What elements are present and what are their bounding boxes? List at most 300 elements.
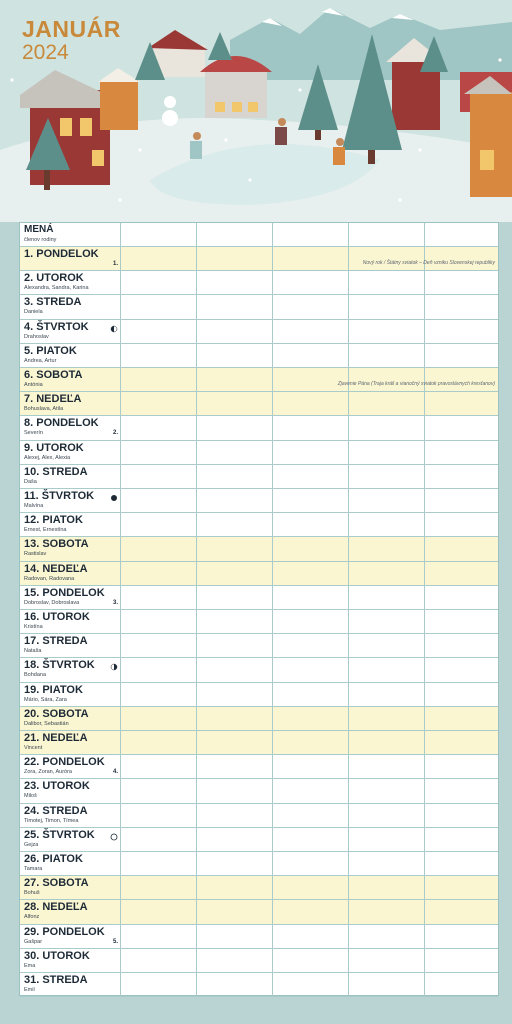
day-name: 7. NEDEĽA	[24, 393, 82, 406]
week-number: 3.	[113, 599, 119, 606]
day-name: 8. PONDELOK	[24, 417, 99, 430]
member-5-day-cell[interactable]	[424, 876, 499, 899]
member-2-day-cell[interactable]	[196, 949, 273, 972]
names-header: MENÁ	[24, 224, 54, 235]
day-label-cell	[20, 900, 120, 923]
day-name: 27. SOBOTA	[24, 877, 89, 890]
member-2-day-cell[interactable]	[196, 852, 273, 875]
member-5-day-cell[interactable]	[424, 416, 499, 439]
day-row	[20, 368, 498, 392]
day-name: 25. ŠTVRTOK	[24, 828, 95, 841]
day-label-cell	[20, 586, 120, 609]
name-day-names: Bohuslava, Atila	[24, 406, 64, 413]
day-row	[20, 876, 498, 900]
member-5-day-cell[interactable]	[424, 925, 499, 948]
member-5-day-cell[interactable]	[424, 465, 499, 488]
member-3-day-cell[interactable]	[272, 731, 349, 754]
day-name: 12. PIATOK	[24, 514, 83, 527]
day-row	[20, 707, 498, 731]
member-2-day-cell[interactable]	[196, 876, 273, 899]
member-4-day-cell[interactable]	[348, 344, 425, 367]
member-5-day-cell[interactable]	[424, 731, 499, 754]
day-row	[20, 247, 498, 271]
day-row	[20, 949, 498, 973]
day-name: 10. STREDA	[24, 465, 88, 478]
member-1-day-cell[interactable]	[120, 489, 197, 512]
day-name: 23. UTOROK	[24, 780, 90, 793]
day-row	[20, 658, 498, 682]
day-label-cell	[20, 973, 120, 996]
name-day-names: Alfonz	[24, 914, 40, 921]
member-1-day-cell[interactable]	[120, 271, 197, 294]
member-column-3[interactable]	[272, 223, 349, 246]
day-name: 4. ŠTVRTOK	[24, 320, 89, 333]
day-label-cell	[20, 368, 120, 391]
day-name: 16. UTOROK	[24, 611, 90, 623]
name-day-names: Nataša	[24, 648, 42, 655]
member-3-day-cell[interactable]	[272, 828, 349, 851]
member-3-day-cell[interactable]	[272, 852, 349, 875]
member-2-day-cell[interactable]	[196, 562, 273, 585]
member-3-day-cell[interactable]	[272, 368, 349, 391]
name-day-names: Dalibor, Sebastián	[24, 720, 69, 727]
member-5-day-cell[interactable]	[424, 586, 499, 609]
member-3-day-cell[interactable]	[272, 271, 349, 294]
day-name: 28. NEDEĽA	[24, 901, 88, 914]
day-label-cell	[20, 295, 120, 318]
member-2-day-cell[interactable]	[196, 610, 273, 633]
member-4-day-cell[interactable]	[348, 610, 425, 633]
member-4-day-cell[interactable]	[348, 973, 425, 996]
member-2-day-cell[interactable]	[196, 537, 273, 560]
name-day-names: Daša	[24, 478, 37, 485]
name-day-names: Ema	[24, 962, 36, 969]
day-label-cell	[20, 828, 120, 851]
name-day-names: Daniela	[24, 309, 43, 316]
member-1-day-cell[interactable]	[120, 707, 197, 730]
name-day-names: Gejza	[24, 841, 39, 848]
day-row	[20, 610, 498, 634]
member-2-day-cell[interactable]	[196, 295, 273, 318]
day-label-cell	[20, 562, 120, 585]
member-1-day-cell[interactable]	[120, 900, 197, 923]
day-row	[20, 852, 498, 876]
member-5-day-cell[interactable]	[424, 513, 499, 536]
member-1-day-cell[interactable]	[120, 683, 197, 706]
name-day-names: Timotej, Timon, Tímea	[24, 817, 79, 824]
day-row	[20, 779, 498, 803]
name-day-names: Drahoslav	[24, 333, 49, 340]
member-3-day-cell[interactable]	[272, 707, 349, 730]
member-4-day-cell[interactable]	[348, 731, 425, 754]
member-5-day-cell[interactable]	[424, 973, 499, 996]
member-2-day-cell[interactable]	[196, 828, 273, 851]
day-row	[20, 683, 498, 707]
member-3-day-cell[interactable]	[272, 392, 349, 415]
member-5-day-cell[interactable]	[424, 658, 499, 681]
day-name: 5. PIATOK	[24, 344, 77, 357]
name-day-names: Bohdana	[24, 672, 47, 679]
member-2-day-cell[interactable]	[196, 465, 273, 488]
member-4-day-cell[interactable]	[348, 537, 425, 560]
member-2-day-cell[interactable]	[196, 271, 273, 294]
member-5-day-cell[interactable]	[424, 537, 499, 560]
day-label-cell	[20, 658, 120, 681]
member-1-day-cell[interactable]	[120, 465, 197, 488]
member-3-day-cell[interactable]	[272, 295, 349, 318]
name-day-names: Dobroslav, Dobroslava	[24, 599, 80, 606]
member-3-day-cell[interactable]	[272, 804, 349, 827]
first-quarter-moon-icon	[110, 663, 118, 671]
day-row	[20, 634, 498, 658]
day-label-cell	[20, 513, 120, 536]
member-4-day-cell[interactable]	[348, 634, 425, 657]
day-row	[20, 562, 498, 586]
member-5-day-cell[interactable]	[424, 295, 499, 318]
name-day-names: Antónia	[24, 382, 43, 388]
member-4-day-cell[interactable]	[348, 271, 425, 294]
member-4-day-cell[interactable]	[348, 465, 425, 488]
week-number: 4.	[113, 769, 119, 776]
day-row	[20, 755, 498, 779]
member-3-day-cell[interactable]	[272, 513, 349, 536]
member-column-4[interactable]	[348, 223, 425, 246]
day-label-cell	[20, 925, 120, 948]
member-5-day-cell[interactable]	[424, 707, 499, 730]
member-3-day-cell[interactable]	[272, 537, 349, 560]
day-label-cell	[20, 344, 120, 367]
member-2-day-cell[interactable]	[196, 392, 273, 415]
member-1-day-cell[interactable]	[120, 586, 197, 609]
member-4-day-cell[interactable]	[348, 295, 425, 318]
winter-village-illustration	[0, 0, 512, 222]
member-2-day-cell[interactable]	[196, 731, 273, 754]
member-2-day-cell[interactable]	[196, 634, 273, 657]
day-name: 15. PONDELOK	[24, 586, 105, 599]
day-row	[20, 973, 498, 997]
member-5-day-cell[interactable]	[424, 562, 499, 585]
day-label-cell	[20, 416, 120, 439]
member-4-day-cell[interactable]	[348, 900, 425, 923]
day-label-cell	[20, 392, 120, 415]
member-1-day-cell[interactable]	[120, 441, 197, 464]
member-column-5[interactable]	[424, 223, 499, 246]
member-2-day-cell[interactable]	[196, 586, 273, 609]
family-members-subheader: členov rodiny	[24, 237, 57, 243]
member-5-day-cell[interactable]	[424, 634, 499, 657]
year-label: 2024	[22, 41, 69, 64]
day-name: 11. ŠTVRTOK	[24, 490, 95, 502]
family-calendar-grid	[19, 222, 499, 996]
name-day-names: Andrea, Artur	[24, 357, 57, 364]
member-3-day-cell[interactable]	[272, 658, 349, 681]
member-5-day-cell[interactable]	[424, 247, 499, 270]
member-2-day-cell[interactable]	[196, 320, 273, 343]
day-row	[20, 489, 498, 513]
day-label-cell	[20, 489, 120, 512]
month-label: JANUÁR	[22, 16, 121, 42]
member-1-day-cell[interactable]	[120, 368, 197, 391]
name-day-names: Malvína	[24, 503, 44, 509]
member-4-day-cell[interactable]	[348, 416, 425, 439]
day-name: 29. PONDELOK	[24, 925, 105, 938]
member-1-day-cell[interactable]	[120, 562, 197, 585]
name-day-names: Ernest, Ernestína	[24, 527, 67, 534]
holiday-note: Zjavenie Pána (Traja králi a vianočný sviatok pravoslávnych kresťanov)	[337, 381, 495, 387]
day-name: 21. NEDEĽA	[24, 732, 88, 744]
member-1-day-cell[interactable]	[120, 295, 197, 318]
new-moon-icon	[110, 494, 118, 502]
name-day-names: Radovan, Radovana	[24, 575, 75, 582]
name-day-names: Zora, Zoran, Auróra	[24, 769, 72, 776]
name-day-names: Alexandra, Sandra, Karina	[24, 285, 89, 292]
member-3-day-cell[interactable]	[272, 634, 349, 657]
name-day-names: Alexej, Alex, Alexia	[24, 454, 71, 461]
member-1-day-cell[interactable]	[120, 925, 197, 948]
member-3-day-cell[interactable]	[272, 562, 349, 585]
day-name: 13. SOBOTA	[24, 538, 89, 551]
member-1-day-cell[interactable]	[120, 416, 197, 439]
day-name: 1. PONDELOK	[24, 248, 99, 260]
member-1-day-cell[interactable]	[120, 949, 197, 972]
name-day-names: Mário, Sára, Zara	[24, 696, 67, 703]
week-number: 2.	[113, 430, 119, 437]
member-5-day-cell[interactable]	[424, 828, 499, 851]
calendar-title	[22, 16, 121, 64]
day-row	[20, 513, 498, 537]
day-label-cell	[20, 465, 120, 488]
name-day-names: Gašpar	[24, 938, 43, 945]
day-row	[20, 537, 498, 561]
day-row	[20, 441, 498, 465]
member-4-day-cell[interactable]	[348, 949, 425, 972]
day-name: 2. UTOROK	[24, 272, 84, 285]
day-label-cell	[20, 804, 120, 827]
member-4-day-cell[interactable]	[348, 804, 425, 827]
member-1-day-cell[interactable]	[120, 537, 197, 560]
member-5-day-cell[interactable]	[424, 755, 499, 778]
member-4-day-cell[interactable]	[348, 852, 425, 875]
day-label-cell	[20, 731, 120, 754]
day-name: 24. STREDA	[24, 804, 88, 817]
day-label-cell	[20, 634, 120, 657]
member-1-day-cell[interactable]	[120, 320, 197, 343]
day-row	[20, 731, 498, 755]
day-label-cell	[20, 779, 120, 802]
member-5-day-cell[interactable]	[424, 392, 499, 415]
name-day-names: Kristína	[24, 624, 43, 630]
member-1-day-cell[interactable]	[120, 658, 197, 681]
member-3-day-cell[interactable]	[272, 779, 349, 802]
member-2-day-cell[interactable]	[196, 489, 273, 512]
member-4-day-cell[interactable]	[348, 368, 425, 391]
day-name: 9. UTOROK	[24, 441, 84, 454]
member-5-day-cell[interactable]	[424, 368, 499, 391]
day-label-cell	[20, 320, 120, 343]
member-column-2[interactable]	[196, 223, 273, 246]
day-row	[20, 295, 498, 319]
member-4-day-cell[interactable]	[348, 441, 425, 464]
day-row	[20, 586, 498, 610]
member-4-day-cell[interactable]	[348, 489, 425, 512]
member-column-1[interactable]	[120, 223, 197, 246]
member-5-day-cell[interactable]	[424, 320, 499, 343]
day-row	[20, 416, 498, 440]
member-3-day-cell[interactable]	[272, 925, 349, 948]
member-2-day-cell[interactable]	[196, 247, 273, 270]
member-5-day-cell[interactable]	[424, 610, 499, 633]
member-1-day-cell[interactable]	[120, 247, 197, 270]
member-5-day-cell[interactable]	[424, 900, 499, 923]
day-label-cell	[20, 707, 120, 730]
member-1-day-cell[interactable]	[120, 779, 197, 802]
name-day-names: Vincent	[24, 745, 43, 751]
member-2-day-cell[interactable]	[196, 755, 273, 778]
member-1-day-cell[interactable]	[120, 610, 197, 633]
member-1-day-cell[interactable]	[120, 634, 197, 657]
day-row	[20, 900, 498, 924]
member-3-day-cell[interactable]	[272, 683, 349, 706]
member-1-day-cell[interactable]	[120, 344, 197, 367]
full-moon-icon	[110, 833, 118, 841]
day-name: 31. STREDA	[24, 974, 88, 986]
member-1-day-cell[interactable]	[120, 392, 197, 415]
member-2-day-cell[interactable]	[196, 707, 273, 730]
day-name: 19. PIATOK	[24, 683, 83, 696]
member-2-day-cell[interactable]	[196, 804, 273, 827]
member-2-day-cell[interactable]	[196, 416, 273, 439]
member-4-day-cell[interactable]	[348, 779, 425, 802]
day-label-cell	[20, 755, 120, 778]
day-row	[20, 271, 498, 295]
day-label-cell	[20, 683, 120, 706]
member-5-day-cell[interactable]	[424, 683, 499, 706]
member-4-day-cell[interactable]	[348, 562, 425, 585]
member-3-day-cell[interactable]	[272, 416, 349, 439]
member-3-day-cell[interactable]	[272, 755, 349, 778]
day-label-cell	[20, 610, 120, 633]
member-4-day-cell[interactable]	[348, 392, 425, 415]
week-number: 5.	[113, 938, 119, 945]
day-name: 17. STREDA	[24, 635, 88, 648]
member-1-day-cell[interactable]	[120, 755, 197, 778]
day-name: 6. SOBOTA	[24, 369, 83, 381]
name-day-names: Emil	[24, 987, 35, 993]
member-4-day-cell[interactable]	[348, 755, 425, 778]
member-3-day-cell[interactable]	[272, 586, 349, 609]
member-2-day-cell[interactable]	[196, 368, 273, 391]
member-2-day-cell[interactable]	[196, 441, 273, 464]
member-2-day-cell[interactable]	[196, 900, 273, 923]
member-1-day-cell[interactable]	[120, 804, 197, 827]
member-3-day-cell[interactable]	[272, 320, 349, 343]
day-row	[20, 804, 498, 828]
member-4-day-cell[interactable]	[348, 828, 425, 851]
day-name: 3. STREDA	[24, 296, 82, 309]
header-label-cell	[20, 223, 120, 246]
member-1-day-cell[interactable]	[120, 513, 197, 536]
member-5-day-cell[interactable]	[424, 804, 499, 827]
member-3-day-cell[interactable]	[272, 610, 349, 633]
member-3-day-cell[interactable]	[272, 900, 349, 923]
member-3-day-cell[interactable]	[272, 876, 349, 899]
member-5-day-cell[interactable]	[424, 779, 499, 802]
member-4-day-cell[interactable]	[348, 658, 425, 681]
member-4-day-cell[interactable]	[348, 513, 425, 536]
member-2-day-cell[interactable]	[196, 344, 273, 367]
member-2-day-cell[interactable]	[196, 658, 273, 681]
day-name: 18. ŠTVRTOK	[24, 659, 95, 672]
member-5-day-cell[interactable]	[424, 344, 499, 367]
member-1-day-cell[interactable]	[120, 828, 197, 851]
member-4-day-cell[interactable]	[348, 683, 425, 706]
day-label-cell	[20, 876, 120, 899]
member-5-day-cell[interactable]	[424, 949, 499, 972]
day-row	[20, 344, 498, 368]
day-label-cell	[20, 537, 120, 560]
member-2-day-cell[interactable]	[196, 513, 273, 536]
member-1-day-cell[interactable]	[120, 973, 197, 996]
day-label-cell	[20, 949, 120, 972]
member-5-day-cell[interactable]	[424, 441, 499, 464]
member-4-day-cell[interactable]	[348, 586, 425, 609]
day-name: 14. NEDEĽA	[24, 562, 88, 575]
member-2-day-cell[interactable]	[196, 779, 273, 802]
member-3-day-cell[interactable]	[272, 973, 349, 996]
day-row	[20, 465, 498, 489]
member-3-day-cell[interactable]	[272, 441, 349, 464]
member-3-day-cell[interactable]	[272, 344, 349, 367]
member-4-day-cell[interactable]	[348, 925, 425, 948]
member-3-day-cell[interactable]	[272, 247, 349, 270]
holiday-note: Nový rok / Štátny sviatok – Deň vzniku Slovenskej republiky	[362, 260, 495, 266]
member-4-day-cell[interactable]	[348, 707, 425, 730]
day-label-cell	[20, 852, 120, 875]
name-day-names: Miloš	[24, 793, 37, 800]
day-name: 30. UTOROK	[24, 949, 90, 962]
member-4-day-cell[interactable]	[348, 876, 425, 899]
day-row	[20, 392, 498, 416]
name-day-names: Rastislav	[24, 551, 47, 558]
member-2-day-cell[interactable]	[196, 973, 273, 996]
name-day-names: Severín	[24, 430, 43, 437]
member-4-day-cell[interactable]	[348, 247, 425, 270]
day-label-cell	[20, 247, 120, 270]
member-1-day-cell[interactable]	[120, 852, 197, 875]
member-3-day-cell[interactable]	[272, 489, 349, 512]
member-4-day-cell[interactable]	[348, 320, 425, 343]
member-3-day-cell[interactable]	[272, 949, 349, 972]
week-number: 1.	[113, 261, 119, 267]
day-name: 22. PONDELOK	[24, 756, 105, 769]
member-2-day-cell[interactable]	[196, 925, 273, 948]
last-quarter-moon-icon	[110, 325, 118, 333]
member-5-day-cell[interactable]	[424, 489, 499, 512]
day-label-cell	[20, 271, 120, 294]
member-1-day-cell[interactable]	[120, 876, 197, 899]
day-row	[20, 828, 498, 852]
member-5-day-cell[interactable]	[424, 271, 499, 294]
day-name: 26. PIATOK	[24, 853, 83, 865]
member-1-day-cell[interactable]	[120, 731, 197, 754]
member-2-day-cell[interactable]	[196, 683, 273, 706]
day-row	[20, 925, 498, 949]
member-3-day-cell[interactable]	[272, 465, 349, 488]
header-row	[20, 223, 498, 247]
day-label-cell	[20, 441, 120, 464]
day-name: 20. SOBOTA	[24, 707, 89, 720]
member-5-day-cell[interactable]	[424, 852, 499, 875]
